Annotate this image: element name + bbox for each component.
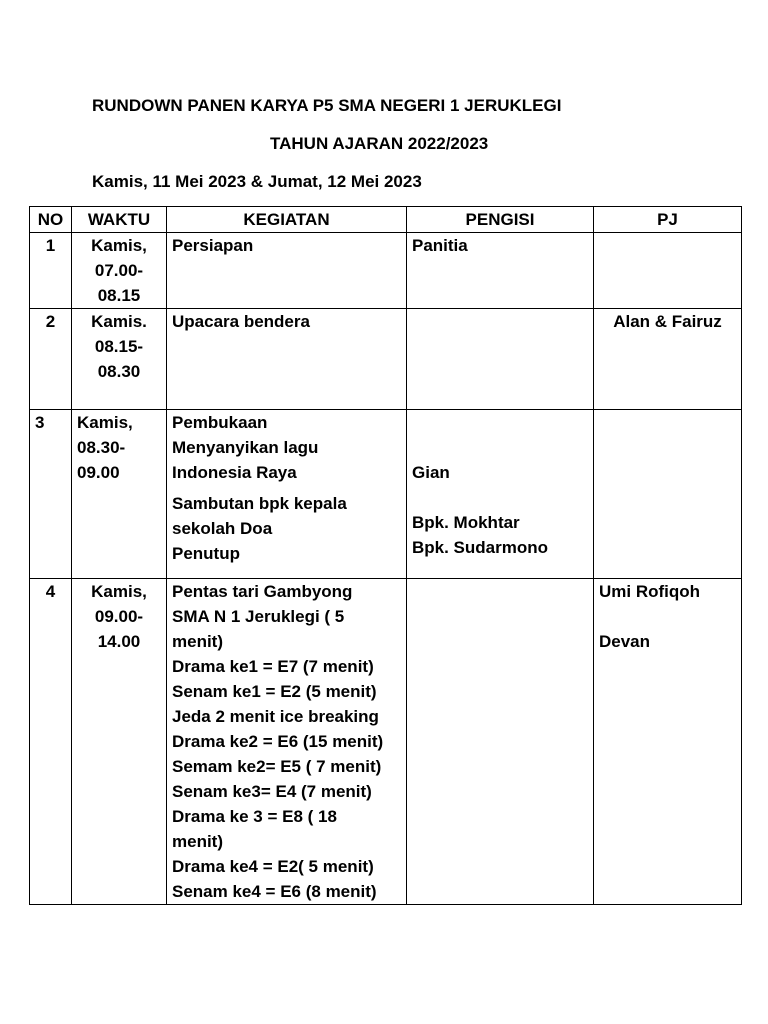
kegiatan-line: Drama ke 3 = E8 ( 18	[172, 807, 337, 826]
kegiatan-line: Upacara bendera	[172, 312, 310, 331]
kegiatan-line: Senam ke4 = E6 (8 menit)	[172, 882, 377, 901]
waktu-line: 09.00	[77, 463, 120, 482]
column-header-kegiatan: KEGIATAN	[167, 207, 407, 233]
column-header-waktu: WAKTU	[72, 207, 167, 233]
waktu-line: Kamis,	[91, 236, 147, 255]
event-date: Kamis, 11 Mei 2023 & Jumat, 12 Mei 2023	[92, 172, 422, 191]
waktu-line: Kamis.	[91, 312, 147, 331]
table-row	[30, 233, 742, 309]
kegiatan-line: Semam ke2= E5 ( 7 menit)	[172, 757, 382, 776]
waktu-line: 09.00-	[94, 607, 144, 626]
kegiatan-line: Senam ke3= E4 (7 menit)	[172, 782, 372, 801]
cell-kegiatan	[167, 410, 407, 579]
kegiatan-line: Pentas tari Gambyong	[172, 582, 353, 601]
pj-line: Devan	[599, 632, 651, 651]
kegiatan-line: Pembukaan	[172, 413, 268, 432]
waktu-line: 14.00	[97, 632, 141, 651]
cell-no: 3	[30, 410, 72, 579]
cell-pj	[594, 579, 742, 905]
kegiatan-line: Penutup	[172, 544, 240, 563]
pj-line: Alan & Fairuz	[613, 312, 722, 331]
waktu-line: Kamis,	[91, 582, 147, 601]
document-title: RUNDOWN PANEN KARYA P5 SMA NEGERI 1 JERUKLEGI	[92, 96, 562, 115]
kegiatan-line: menit)	[172, 632, 223, 651]
kegiatan-line: Drama ke1 = E7 (7 menit)	[172, 657, 374, 676]
kegiatan-line: Drama ke4 = E2( 5 menit)	[172, 857, 374, 876]
cell-pj	[594, 233, 742, 309]
cell-pj	[594, 309, 742, 410]
cell-kegiatan	[167, 579, 407, 905]
cell-pengisi	[407, 233, 594, 309]
kegiatan-line: Senam ke1 = E2 (5 menit)	[172, 682, 377, 701]
waktu-line: 08.15	[97, 286, 141, 305]
column-header-pj: PJ	[594, 207, 742, 233]
cell-pengisi	[407, 309, 594, 410]
cell-waktu	[72, 233, 167, 309]
table-row	[30, 410, 742, 579]
kegiatan-line: Drama ke2 = E6 (15 menit)	[172, 732, 384, 751]
table-header-row	[30, 207, 742, 233]
rundown-table	[29, 206, 742, 905]
cell-waktu	[72, 579, 167, 905]
kegiatan-line: Menyanyikan lagu	[172, 438, 319, 457]
cell-kegiatan	[167, 309, 407, 410]
cell-pengisi	[407, 410, 594, 579]
cell-no: 1	[30, 233, 72, 309]
pengisi-line: Bpk. Mokhtar	[412, 513, 520, 532]
academic-year: TAHUN AJARAN 2022/2023	[270, 134, 489, 153]
cell-pj	[594, 410, 742, 579]
waktu-line: 08.30	[97, 362, 141, 381]
kegiatan-line: Jeda 2 menit ice breaking	[172, 707, 379, 726]
waktu-line: 08.30-	[77, 438, 126, 457]
pj-line: Umi Rofiqoh	[599, 582, 701, 601]
kegiatan-line: sekolah Doa	[172, 519, 273, 538]
cell-pengisi	[407, 579, 594, 905]
kegiatan-line: Indonesia Raya	[172, 463, 297, 482]
waktu-line: Kamis,	[77, 413, 133, 432]
waktu-line: 08.15-	[94, 337, 144, 356]
pengisi-line: Gian	[412, 463, 450, 482]
pengisi-line: Bpk. Sudarmono	[412, 538, 549, 557]
cell-waktu	[72, 309, 167, 410]
waktu-line: 07.00-	[94, 261, 144, 280]
cell-kegiatan	[167, 233, 407, 309]
table-row	[30, 309, 742, 410]
column-header-no: NO	[30, 207, 72, 233]
cell-no: 4	[30, 579, 72, 905]
table-row	[30, 579, 742, 905]
kegiatan-line: SMA N 1 Jeruklegi ( 5	[172, 607, 345, 626]
kegiatan-line: Sambutan bpk kepala	[172, 494, 347, 513]
kegiatan-line: Persiapan	[172, 236, 254, 255]
column-header-pengisi: PENGISI	[407, 207, 594, 233]
cell-no: 2	[30, 309, 72, 410]
pengisi-line: Panitia	[412, 236, 468, 255]
kegiatan-line: menit)	[172, 832, 223, 851]
cell-waktu	[72, 410, 167, 579]
